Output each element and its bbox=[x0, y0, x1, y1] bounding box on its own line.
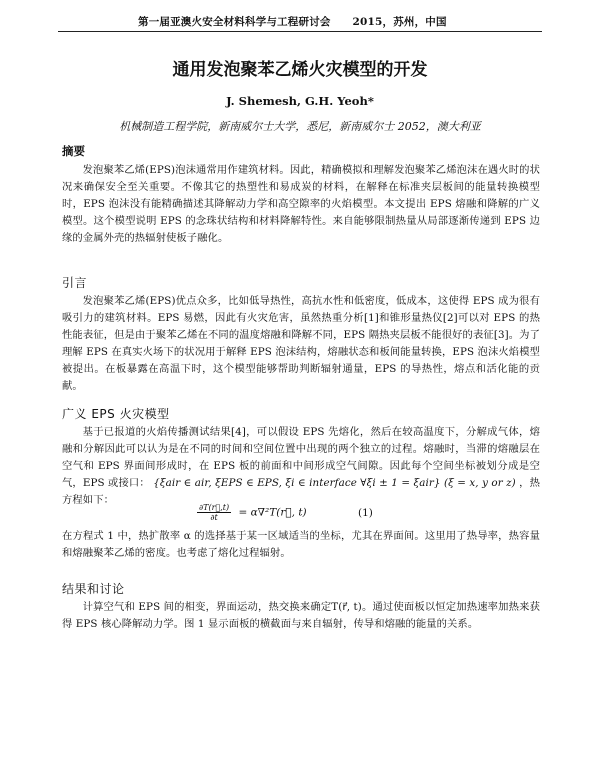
eq-denominator: ∂t bbox=[210, 513, 218, 522]
model-body bbox=[62, 424, 540, 509]
eq-fraction bbox=[197, 503, 231, 522]
paper-authors: J. Shemesh, G.H. Yeoh* bbox=[226, 94, 374, 108]
running-header bbox=[138, 14, 465, 29]
model-heading: 广义 EPS 火灾模型 bbox=[62, 407, 170, 421]
conference-name: 第一届亚澳火安全材料科学与工程研讨会 bbox=[138, 16, 331, 28]
paper-title: 通用发泡聚苯乙烯火灾模型的开发 bbox=[172, 60, 428, 80]
abstract-heading: 摘要 bbox=[62, 144, 85, 158]
results-heading: 结果和讨论 bbox=[62, 582, 125, 596]
domain-suffix: ，热方程如下： bbox=[62, 477, 540, 506]
intro-body: 发泡聚苯乙烯(EPS)优点众多，比如低导热性，高抗水性和低密度，低成本，这使得 EPS 成为很有吸引力的建筑材料。EPS 易燃，因此有火灾危害，虽然热重分析[1]和锥形量热仪[2]可以对 EPS 的热性能表征，但是由于聚苯乙烯在不同的温度熔融和降解不同，EPS 隔热夹层板不能很好的表征[3]。为了理解 EPS 在真实火场下的状况用于解释 EPS 泡沫结构，熔融状态和板间能量转换，EPS 泡沫火焰模型被提出。在板暴露在高温下时，这个模型能够帮助判断辐射通量，EPS 的导热性，熔点和活化能的贡献。 bbox=[62, 295, 540, 392]
author-affiliation: 机械制造工程学院，新南威尔士大学，悉尼，新南威尔士 2052，澳大利亚 bbox=[119, 120, 481, 133]
results-body: 计算空气和 EPS 间的相变，界面运动，热交换来确定T(r⃗, t)。通过使面板以恒定加热速率加热来获得 EPS 核心降解动力学。图 1 显示面板的横截面与来自辐射，传导和熔融的能量的关系。 bbox=[62, 601, 540, 630]
intro-heading: 引言 bbox=[62, 276, 88, 290]
conference-year-place: 2015，苏州，中国 bbox=[352, 16, 447, 28]
domain-definition: {ξair ∈ air, ξEPS ∈ EPS, ξi ∈ interface ∀ξi ± 1 = ξair} (ξ = x, y or z) bbox=[153, 477, 516, 489]
equation-1 bbox=[62, 503, 540, 525]
eq-rhs: = α∇²T(r⃗, t) bbox=[238, 506, 307, 519]
header-rule bbox=[58, 31, 542, 32]
model-text-before: 基于已报道的火焰传播测试结果[4]，可以假设 EPS 先熔化，然后在较高温度下，分解成气体，熔融和分解因此可以认为是在不同的时间和空间位置中出现的两个独立的过程。熔融时，当滞的熔融层在空气和 EPS 界面间形成时，在 EPS 板的前面和中间形成空气间隙。因此每个空间坐标被划分成是空气，EPS 或接口： bbox=[62, 426, 540, 489]
eq-numerator: ∂T(r⃗,t) bbox=[199, 503, 230, 512]
abstract-body: 发泡聚苯乙烯(EPS)泡沫通常用作建筑材料。因此，精确模拟和理解发泡聚苯乙烯泡沫在遇火时的状况来确保安全至关重要。不像其它的热塑性和易成炭的材料，在解释在标准夹层板间的能量转换模型时，EPS 泡沫没有能精确描述其降解动力学和高空隙率的火焰模型。本文提出 EPS 熔融和降解的广义模型。这个模型说明 EPS 的念珠状结构和材料降解特性。来自能够限制热量从局部逐渐传递到 EPS 边缘的金属外壳的热辐射使板子融化。 bbox=[62, 164, 540, 244]
model-body-after: 在方程式 1 中，热扩散率 α 的选择基于某一区域适当的坐标，尤其在界面间。这里用了热导率，热容量和熔融聚苯乙烯的密度。也考虑了熔化过程辐射。 bbox=[62, 530, 540, 559]
eq-number: (1) bbox=[358, 507, 373, 519]
